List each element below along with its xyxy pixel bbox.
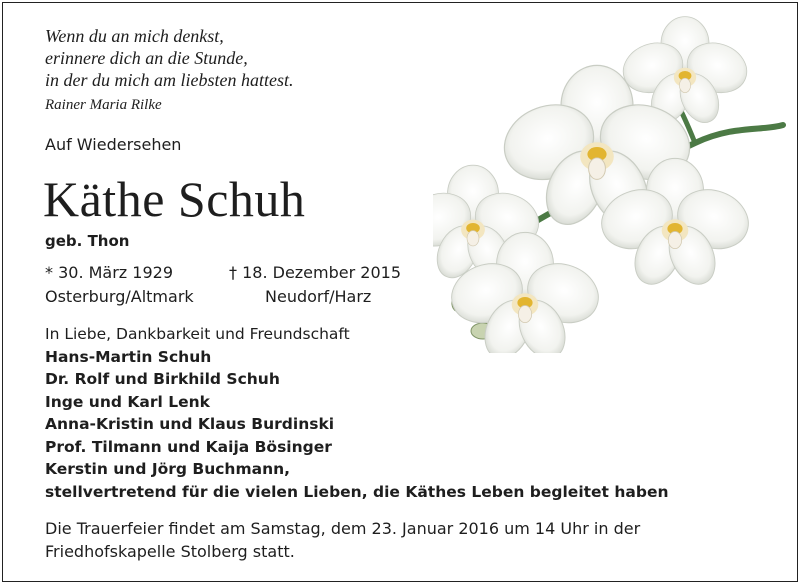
family-member: Dr. Rolf und Birkhild Schuh <box>45 370 280 388</box>
birth-date: * 30. März 1929 <box>45 263 174 282</box>
birth-place: Osterburg/Altmark <box>45 287 194 306</box>
obituary-notice <box>2 2 798 582</box>
poem <box>45 25 293 91</box>
family-member: stellvertretend für die vielen Lieben, die Käthes Leben begleitet haben <box>45 482 669 501</box>
family-member: Kerstin und Jörg Buchmann, <box>45 460 291 478</box>
poem-author: Rainer Maria Rilke <box>45 97 162 113</box>
family-intro: In Liebe, Dankbarkeit und Freundschaft <box>45 325 350 343</box>
farewell-text: Auf Wiedersehen <box>45 135 182 154</box>
death-date: † 18. Dezember 2015 <box>229 263 401 282</box>
family-member: Inge und Karl Lenk <box>45 392 210 411</box>
family-member: Anna-Kristin und Klaus Burdinski <box>45 415 335 433</box>
family-member: Hans-Martin Schuh <box>45 347 212 366</box>
born-name: geb. Thon <box>45 232 130 250</box>
ceremony-info: Die Trauerfeier findet am Samstag, dem 23. Januar 2016 um 14 Uhr in der Friedhofskapelle Stolberg statt. <box>45 519 641 561</box>
death-place: Neudorf/Harz <box>265 287 372 306</box>
orchid-image <box>433 13 793 353</box>
poem-line: in der du mich am liebsten hattest. <box>45 70 294 90</box>
poem-line: erinnere dich an die Stunde, <box>45 48 248 68</box>
deceased-name: Käthe Schuh <box>43 171 306 227</box>
poem-line: Wenn du an mich denkst, <box>45 26 224 46</box>
family-member: Prof. Tilmann und Kaija Bösinger <box>45 437 332 456</box>
